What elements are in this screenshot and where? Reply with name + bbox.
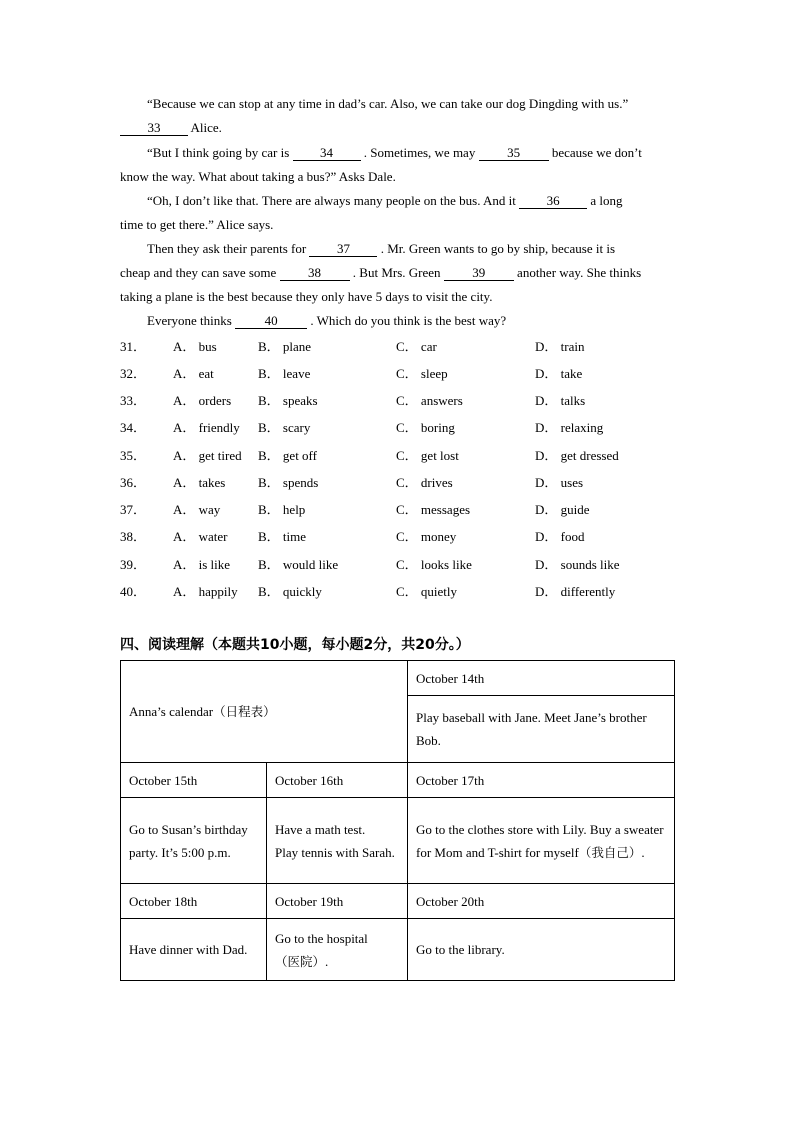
date-oct16: October 16th	[275, 772, 344, 788]
option-c[interactable]: C． boring	[396, 420, 455, 435]
option-c[interactable]: C． messages	[396, 502, 471, 517]
option-d[interactable]: D． take	[535, 366, 583, 381]
option-d[interactable]: D． talks	[535, 393, 586, 408]
blank-36: 36	[519, 194, 587, 209]
blank-37: 37	[309, 242, 377, 257]
option-b[interactable]: B． speaks	[258, 393, 318, 408]
table-row	[121, 798, 675, 884]
date-oct17: October 17th	[416, 772, 485, 788]
passage-line	[120, 217, 273, 233]
plan-cell	[267, 919, 408, 981]
date-oct20: October 20th	[416, 893, 485, 909]
passage-text: “Oh, I don’t like that. There are always many people on the bus. And it	[147, 193, 520, 208]
option-a[interactable]: A． happily	[173, 584, 238, 599]
option-b[interactable]: B． would like	[258, 557, 339, 572]
question-number: 39．	[120, 557, 147, 572]
option-d[interactable]: D． get dressed	[535, 448, 619, 463]
date-cell	[267, 884, 408, 919]
passage-line	[147, 313, 506, 329]
passage-text: know the way. What about taking a bus?” Asks Dale.	[120, 169, 396, 184]
passage-line	[147, 145, 642, 161]
question-number: 34．	[120, 420, 147, 435]
date-oct19: October 19th	[275, 893, 344, 909]
plan-cell	[408, 798, 675, 884]
option-c[interactable]: C． money	[396, 529, 457, 544]
option-d[interactable]: D． uses	[535, 475, 584, 490]
option-b[interactable]: B． quickly	[258, 584, 322, 599]
passage-text: . Mr. Green wants to go by ship, because it is	[377, 241, 616, 256]
passage-line	[120, 265, 641, 281]
plan-oct14: Play baseball with Jane. Meet Jane’s brother Bob.	[416, 710, 647, 748]
question-number: 32．	[120, 366, 147, 381]
date-cell	[267, 763, 408, 798]
passage-text: . But Mrs. Green	[349, 265, 444, 280]
option-b[interactable]: B． scary	[258, 420, 311, 435]
table-row	[121, 919, 675, 981]
plan-cell	[121, 798, 267, 884]
blank-40: 40	[235, 314, 307, 329]
option-d[interactable]: D． train	[535, 339, 585, 354]
passage-line	[147, 241, 615, 257]
option-a[interactable]: A． bus	[173, 339, 217, 354]
plan-oct17-cn: （我自己）	[578, 844, 642, 860]
option-b[interactable]: B． get off	[258, 448, 317, 463]
passage-text: “But I think going by car is	[147, 145, 293, 160]
question-number: 31．	[120, 339, 147, 354]
plan-cell	[408, 919, 675, 981]
plan-oct19-cn: （医院）	[275, 953, 326, 969]
date-oct14: October 14th	[416, 670, 485, 686]
plan-cell	[267, 798, 408, 884]
blank-38: 38	[280, 266, 350, 281]
date-cell	[408, 763, 675, 798]
section-heading: 四、阅读理解（本题共10小题，每小题2分，共20分。）	[120, 637, 470, 653]
option-c[interactable]: C． answers	[396, 393, 463, 408]
option-c[interactable]: C． sleep	[396, 366, 448, 381]
plan-oct20: Go to the library.	[416, 942, 505, 957]
passage-text: Then they ask their parents for	[147, 241, 310, 256]
question-number: 38．	[120, 529, 147, 544]
passage-text: time to get there.” Alice says.	[120, 217, 274, 232]
option-b[interactable]: B． leave	[258, 366, 311, 381]
blank-33: 33	[120, 121, 188, 136]
plan-oct16-line2: Play tennis with Sarah.	[275, 844, 395, 860]
option-b[interactable]: B． help	[258, 502, 306, 517]
option-c[interactable]: C． get lost	[396, 448, 459, 463]
passage-text: . Sometimes, we may	[360, 145, 479, 160]
question-number: 40．	[120, 584, 147, 599]
passage-text: taking a plane is the best because they only have 5 days to visit the city.	[120, 289, 493, 304]
date-oct15: October 15th	[129, 772, 198, 788]
option-a[interactable]: A． orders	[173, 393, 232, 408]
passage-text: another way. She thinks	[513, 265, 642, 280]
passage-text: . Which do you think is the best way?	[307, 313, 507, 328]
table-row	[121, 661, 675, 696]
question-number: 35．	[120, 448, 147, 463]
passage-line	[120, 169, 396, 185]
calendar-title-cell	[121, 661, 408, 763]
table-row	[121, 763, 675, 798]
plan-oct19-end: .	[325, 953, 329, 969]
blank-34: 34	[293, 146, 361, 161]
plan-cell	[408, 696, 675, 763]
option-b[interactable]: B． spends	[258, 475, 319, 490]
date-cell	[408, 884, 675, 919]
plan-oct16-line1: Have a math test.	[275, 821, 366, 837]
plan-oct18: Have dinner with Dad.	[129, 942, 248, 957]
passage-text: a long	[587, 193, 623, 208]
blank-39: 39	[444, 266, 514, 281]
passage-text: because we don’t	[548, 145, 642, 160]
calendar-title-cn: （日程表）	[213, 704, 276, 719]
plan-oct17-end: .	[641, 844, 645, 860]
option-a[interactable]: A． eat	[173, 366, 214, 381]
passage-text: cheap and they can save some	[120, 265, 280, 280]
plan-oct15: Go to Susan’s birthday party. It’s 5:00 p.m.	[129, 821, 248, 860]
passage-text: “Because we can stop at any time in dad’s car. Also, we can take our dog Dingding with us.”	[147, 96, 629, 111]
plan-oct19: Go to the hospital	[275, 930, 368, 946]
date-cell	[121, 884, 267, 919]
passage-text: Alice.	[188, 120, 222, 135]
plan-cell	[121, 919, 267, 981]
passage-text: Everyone thinks	[147, 313, 236, 328]
option-d[interactable]: D． differently	[535, 584, 616, 599]
option-a[interactable]: A． water	[173, 529, 228, 544]
passage-line	[120, 120, 222, 136]
option-b[interactable]: B． plane	[258, 339, 312, 354]
option-d[interactable]: D． food	[535, 529, 585, 544]
question-number: 36．	[120, 475, 147, 490]
table-row	[121, 884, 675, 919]
option-c[interactable]: C． quietly	[396, 584, 458, 599]
date-cell	[408, 661, 675, 696]
option-a[interactable]: A． is like	[173, 557, 231, 572]
option-a[interactable]: A． get tired	[173, 448, 242, 463]
question-number: 33．	[120, 393, 147, 408]
option-c[interactable]: C． drives	[396, 475, 453, 490]
passage-line	[147, 96, 628, 112]
option-d[interactable]: D． guide	[535, 502, 590, 517]
option-c[interactable]: C． car	[396, 339, 437, 354]
calendar-table	[120, 660, 675, 981]
date-cell	[121, 763, 267, 798]
passage-line	[120, 289, 492, 305]
option-d[interactable]: D． relaxing	[535, 420, 604, 435]
plan-oct17: Go to the clothes store with Lily. Buy a sweater for Mom and T-shirt for myself	[416, 821, 664, 860]
option-a[interactable]: A． takes	[173, 475, 226, 490]
option-d[interactable]: D． sounds like	[535, 557, 620, 572]
date-oct18: October 18th	[129, 893, 198, 909]
passage-line	[147, 193, 622, 209]
option-c[interactable]: C． looks like	[396, 557, 472, 572]
option-b[interactable]: B． time	[258, 529, 307, 544]
option-a[interactable]: A． friendly	[173, 420, 240, 435]
calendar-title: Anna’s calendar	[129, 704, 214, 719]
blank-35: 35	[479, 146, 549, 161]
question-number: 37．	[120, 502, 147, 517]
option-a[interactable]: A． way	[173, 502, 221, 517]
